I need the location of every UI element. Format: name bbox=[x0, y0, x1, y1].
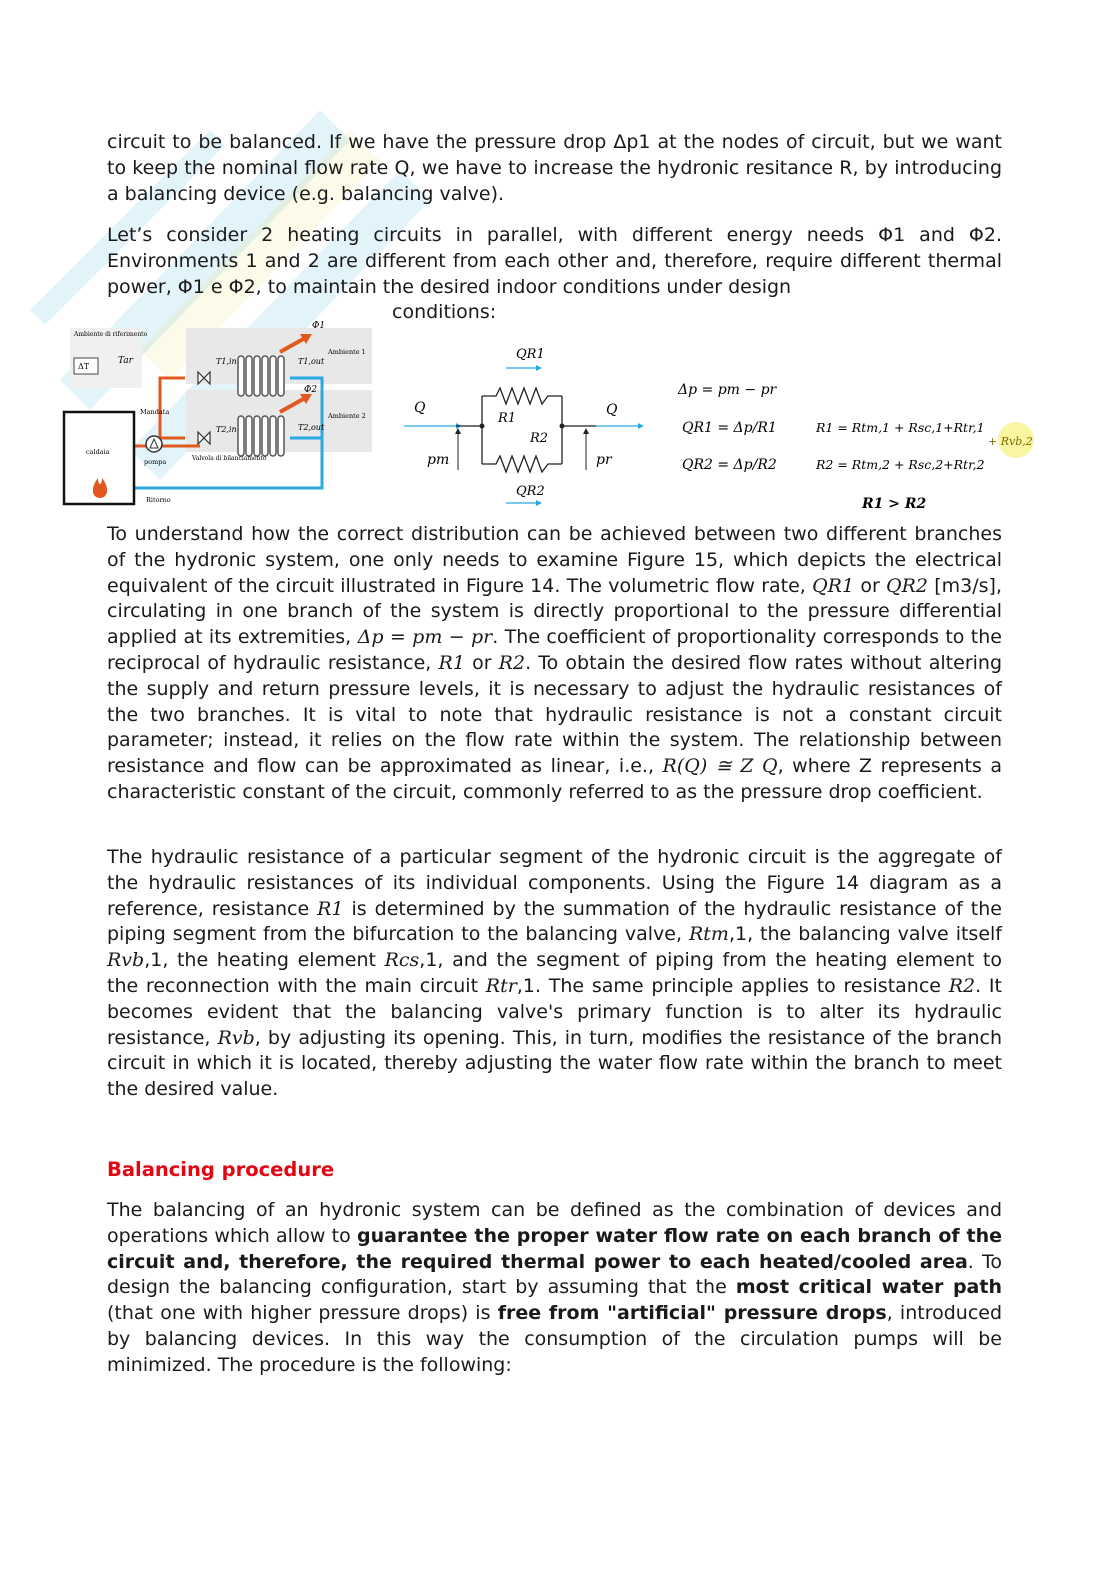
section-heading: Balancing procedure bbox=[107, 1158, 335, 1181]
paragraph-text: Let’s consider 2 heating circuits in parallel, with different energy needs Φ1 and Φ2. Environments 1 and 2 are different from each other and, therefore, require different thermal power, Φ1 e Φ2, to maintain the desired indoor conditions under design bbox=[107, 224, 1002, 298]
equations-block bbox=[670, 372, 1050, 520]
label-env1: Ambiente 1 bbox=[328, 348, 366, 356]
paragraph-continuation: conditions: bbox=[392, 301, 497, 323]
label-valve: Valvola di bilanciamento bbox=[192, 455, 267, 462]
symbol-rcs: Rcs bbox=[384, 949, 420, 972]
circuit-label-r2: R2 bbox=[530, 431, 549, 446]
circuit-label-pm: pm bbox=[427, 452, 450, 468]
label-t-ar: Tar bbox=[118, 356, 133, 366]
emphasis-text: guarantee the proper water flow rate on each branch of the circuit and, therefore, the required thermal power to each heated/cooled area bbox=[107, 1224, 1002, 1273]
circuit-label-pr: pr bbox=[596, 452, 612, 468]
symbol-rvb: Rvb bbox=[107, 949, 145, 972]
symbol-qr1: QR1 bbox=[812, 574, 855, 597]
symbol-qr2: QR2 bbox=[886, 574, 928, 597]
emphasis-text: free from "artificial" pressure drops bbox=[497, 1302, 887, 1325]
symbol-rtm: Rtm bbox=[688, 923, 729, 946]
label-ritorno: Ritorno bbox=[146, 496, 171, 504]
symbol-dp-equation: Δp = pm − pr bbox=[357, 626, 493, 649]
heating-circuit-figure bbox=[60, 318, 380, 510]
label-t2-out: T2,out bbox=[298, 423, 325, 432]
circuit-label-q-out: Q bbox=[606, 402, 618, 418]
paragraph-balancing-procedure bbox=[107, 1198, 1002, 1379]
symbol-r2: R2 bbox=[498, 651, 526, 674]
paragraph-text: The hydraulic resistance of a particular segment of the hydronic circuit is the aggregate of the hydraulic resistances of its individual components. Using the Figure 14 diagram as a reference, resistance R1 is determined by the summation of the hydraulic resistance of the piping segment from the bifurcation to the balancing valve, Rtm,1, the balancing valve itself Rvb,1, the heating element Rcs,1, and the segment of piping from the heating element to the reconnection with the main circuit Rtr,1. The same principle applies to resistance R2. It becomes evident that the balancing valve's primary function is to alter its hydraulic resistance, Rvb, by adjusting its opening. This, in turn, modifies the resistance of the branch circuit in which it is located, thereby adjusting the water flow rate within the branch to meet the desired value. bbox=[107, 846, 1003, 1101]
label-delta-t: ΔT bbox=[78, 362, 90, 371]
equation-qr1: QR1 = Δp/R1 bbox=[682, 420, 777, 436]
equation-inequality: R1 > R2 bbox=[862, 496, 927, 512]
paragraph-text: To understand how the correct distribution can be achieved between two different branches of the hydronic system, one only needs to examine Figure 15, which depicts the electrical equivalent of the circuit illustrated in Figure 14. The volumetric flow rate, QR1 or QR2 [m3/s], circulating in one branch of the system is directly proportional to the pressure differential applied at its extremities, Δp = pm − pr. The coefficient of proportionality corresponds to the reciprocal of hydraulic resistance, R1 or R2. To obtain the desired flow rates without altering the supply and return pressure levels, it is necessary to adjust the hydraulic resistances of the two branches. It is vital to note that hydraulic resistance is not a constant circuit parameter; instead, it relies on the flow rate within the system. The relationship between resistance and flow can be approximated as linear, i.e., R(Q) ≅ Z Q, where Z represents a characteristic constant of the circuit, commonly referred to as the pressure drop coefficient. bbox=[107, 523, 1003, 803]
circuit-label-q-in: Q bbox=[414, 400, 426, 416]
equivalent-circuit-figure bbox=[400, 338, 650, 510]
symbol-rvb: Rvb bbox=[217, 1026, 255, 1049]
paragraph-hydraulic-resistance bbox=[107, 845, 1002, 1103]
symbol-r1: R1 bbox=[317, 897, 344, 920]
equation-rvb2: + Rvb,2 bbox=[988, 435, 1033, 448]
label-caldaia: caldaia bbox=[86, 448, 110, 456]
symbol-rq-equation: R(Q) ≅ Z Q bbox=[662, 755, 778, 778]
label-phi1: Φ1 bbox=[312, 321, 326, 331]
label-pompa: pompa bbox=[144, 458, 167, 466]
symbol-r2: R2 bbox=[948, 974, 976, 997]
equation-dp: Δp = pm − pr bbox=[678, 382, 777, 398]
label-env2: Ambiente 2 bbox=[328, 412, 366, 420]
paragraph-text: The balancing of an hydronic system can be defined as the combination of devices and operations which allow to guarantee the proper water flow rate on each branch of the circuit and, therefore, the required thermal power to each heated/cooled area. To design the balancing configuration, start by assuming that the most critical water path (that one with higher pressure drops) is free from "artificial" pressure drops, introduced by balancing devices. In this way the consumption of the circulation pumps will be minimized. The procedure is the following: bbox=[107, 1199, 1003, 1376]
paragraph-text: circuit to be balanced. If we have the pressure drop Δp1 at the nodes of circuit, but we want to keep the nominal flow rate Q, we have to increase the hydronic resitance R, by introducing a balancing device (e.g. balancing valve). bbox=[107, 131, 1002, 205]
label-phi2: Φ2 bbox=[304, 385, 318, 395]
symbol-rtr: Rtr bbox=[485, 974, 517, 997]
equation-r2: R2 = Rtm,2 + Rsc,2+Rtr,2 bbox=[816, 457, 985, 472]
circuit-label-qr2: QR2 bbox=[516, 484, 545, 499]
label-ref-env: Ambiente di riferimento bbox=[74, 331, 148, 338]
paragraph-parallel-circuits bbox=[107, 223, 1002, 300]
label-mandata: Mandata bbox=[140, 408, 170, 416]
paragraph-intro bbox=[107, 130, 1002, 207]
equation-qr2: QR2 = Δp/R2 bbox=[682, 457, 777, 473]
circuit-label-qr1: QR1 bbox=[516, 347, 545, 362]
circuit-label-r1: R1 bbox=[498, 411, 517, 426]
label-t1-in: T1,in bbox=[216, 357, 237, 366]
label-t1-out: T1,out bbox=[298, 357, 325, 366]
paragraph-flow-distribution bbox=[107, 522, 1002, 806]
label-t2-in: T2,in bbox=[216, 425, 237, 434]
equation-r1: R1 = Rtm,1 + Rsc,1+Rtr,1 bbox=[816, 420, 985, 435]
symbol-r1: R1 bbox=[438, 651, 465, 674]
emphasis-text: most critical water path bbox=[735, 1276, 1002, 1299]
